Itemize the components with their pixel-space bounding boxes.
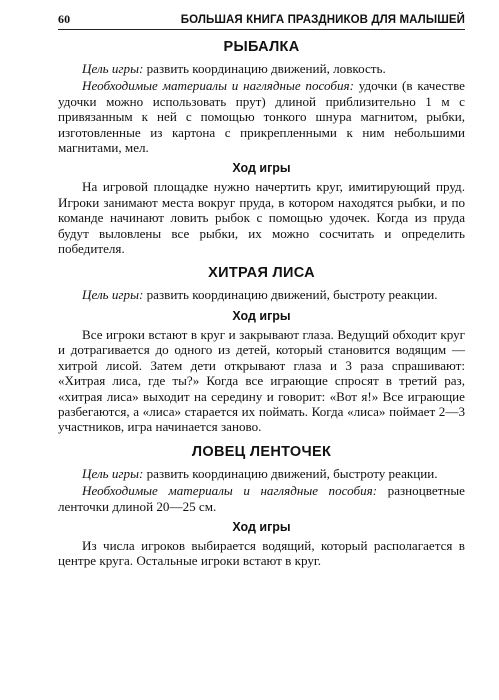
goal-label: Цель игры:: [82, 61, 144, 76]
goal-text: развить координацию движений, ловкость.: [143, 61, 386, 76]
materials-label: Необходимые материалы и наглядные пособия:: [82, 78, 354, 94]
materials-paragraph: [58, 483, 465, 514]
goal-label: Цель игры:: [82, 465, 144, 481]
section-rybalka: [58, 39, 465, 256]
page-number: 60: [58, 12, 71, 26]
course-heading: Ход игры: [232, 308, 291, 323]
goal-paragraph: [58, 287, 465, 302]
goal-text: развить координацию движений, быстроту реакции.: [143, 465, 438, 481]
materials-label: Необходимые материалы и наглядные пособия:: [82, 483, 378, 499]
section-lovets-lentochek: [58, 444, 465, 569]
materials-paragraph: [58, 78, 465, 155]
book-title: БОЛЬШАЯ КНИГА ПРАЗДНИКОВ ДЛЯ МАЛЫШЕЙ: [180, 14, 465, 26]
course-paragraph: На игровой площадке нужно начертить круг, имитирующий пруд. Игроки занимают места вокруг пруда, в котором находятся рыбки, и по команде начинают ловить рыбок с помощью удочек. Когда из пруда будут выловлены все рыбки, их можно сосчитать и определить победителя.: [58, 179, 465, 257]
goal-paragraph: [58, 466, 465, 481]
goal-paragraph: [58, 61, 465, 76]
materials-text: разноцветные ленточки длиной 20—25 см.: [58, 483, 465, 514]
goal-text: развить координацию движений, быстроту реакции.: [143, 287, 438, 303]
course-heading: Ход игры: [232, 519, 291, 534]
section-title: РЫБАЛКА: [223, 39, 300, 55]
course-paragraph: Все игроки встают в круг и закрывают глаза. Ведущий обходит круг и дотрагивается до одного из детей, который становится водящим — хитрой лисой. Затем дети открывают глаза и 3 раза спрашивают: «Хитрая лиса, где ты?» Когда все играющие спросят в третий раз, «хитрая лиса» выходит на середину и говорит: «Вот я!» Все играющие разбегаются, а «лиса» старается их поймать. Когда «лиса» поймает 2—3 участников, игра начинается заново.: [58, 326, 465, 435]
materials-text: удочки (в качестве удочки можно использовать прут) длиной приблизительно 1 м с привязанным к ней с помощью тонкого шнура магнитом, рыбки, изготовленные из картона с прикрепленными к ним небольшими магнитами, мел.: [58, 78, 465, 156]
goal-label: Цель игры:: [82, 287, 144, 303]
course-heading: Ход игры: [232, 161, 291, 176]
running-header: [58, 12, 465, 30]
section-khitraya-lisa: [58, 265, 465, 434]
section-title: ХИТРАЯ ЛИСА: [208, 265, 315, 282]
course-paragraph: Из числа игроков выбирается водящий, который располагается в центре круга. Остальные игроки встают в круг.: [58, 537, 465, 569]
section-title: ЛОВЕЦ ЛЕНТОЧЕК: [191, 443, 332, 460]
